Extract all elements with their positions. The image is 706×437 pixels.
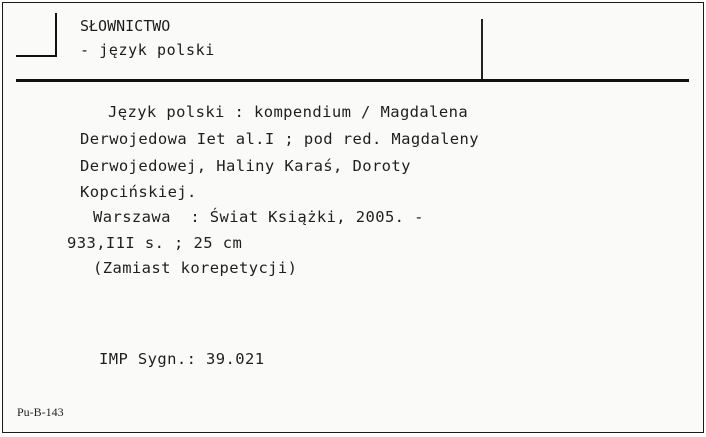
header-divider-horizontal — [16, 79, 689, 82]
publication-line: Warszawa : Świat Książki, 2005. - — [93, 208, 424, 226]
footer-code: Pu-B-143 — [17, 405, 64, 419]
subject-subheading: - język polski — [80, 41, 215, 59]
editors-line-end: Kopcińskiej. — [80, 183, 197, 201]
header-divider-vertical — [481, 19, 483, 81]
catalog-card — [2, 2, 704, 433]
editors-line: Derwojedowej, Haliny Karaś, Doroty — [80, 157, 411, 175]
subject-heading: SŁOWNICTWO — [80, 17, 171, 35]
physical-description-line: 933,I1I s. ; 25 cm — [67, 234, 243, 252]
series-line: (Zamiast korepetycji) — [93, 259, 298, 277]
call-number: IMP Sygn.: 39.021 — [99, 350, 265, 368]
author-line: Derwojedowa Iet al.I ; pod red. Magdaleny — [80, 130, 480, 148]
title-line: Język polski : kompendium / Magdalena — [108, 103, 469, 121]
corner-mark-horizontal — [16, 55, 57, 57]
corner-mark-vertical — [55, 13, 57, 57]
